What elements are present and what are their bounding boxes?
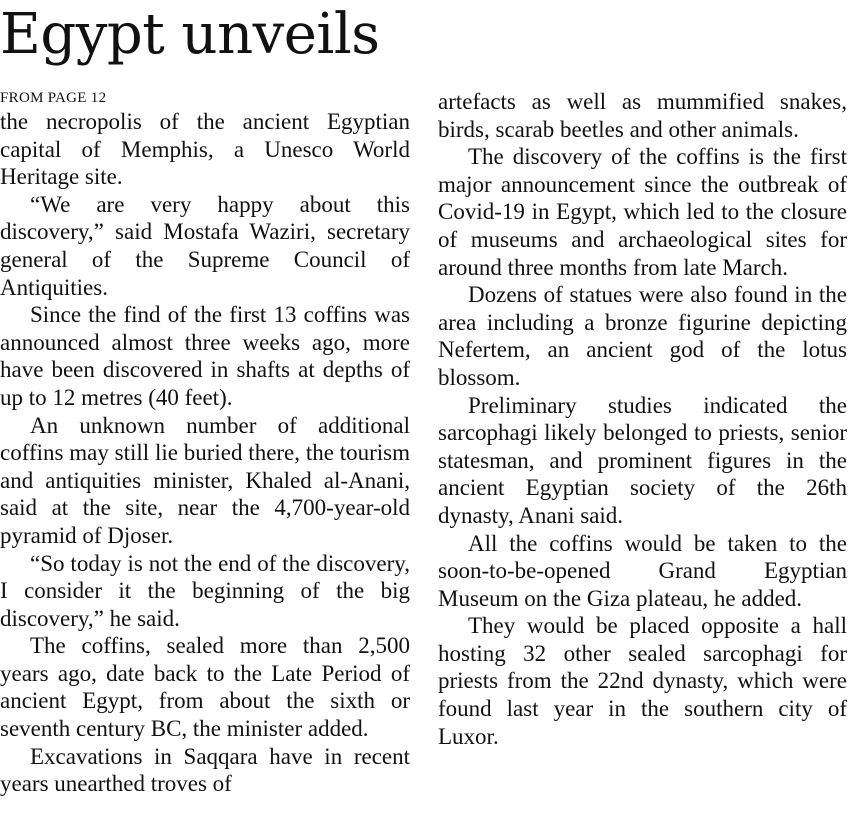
paragraph: “We are very happy about this discovery,” said Mostafa Waziri, secretary general of the Supreme Council of Antiquities. — [0, 191, 410, 300]
jump-line-from-page: FROM PAGE 12 — [0, 90, 107, 106]
paragraph: Dozens of statues were also found in the area including a bronze figurine depicting Nefertem, an ancient god of the lotus blossom. — [438, 282, 847, 390]
paragraph: “So today is not the end of the discovery, I consider it the beginning of the big discovery,” he said. — [0, 550, 410, 631]
paragraph: the necropolis of the ancient Egyptian capital of Memphis, a Unesco World Heritage site. — [0, 109, 410, 190]
headline: Egypt unveils — [0, 2, 380, 67]
article-column-left — [0, 88, 410, 798]
paragraph: Since the find of the first 13 coffins was announced almost three weeks ago, more have been discovered in shafts at depths of up to 12 metres (40 feet). — [0, 302, 410, 410]
paragraph: Preliminary studies indicated the sarcophagi likely belonged to priests, senior statesman, and prominent figures in the ancient Egyptian society of the 26th dynasty, Anani said. — [438, 392, 847, 528]
paragraph: All the coffins would be taken to the soon-to-be-opened Grand Egyptian Museum on the Giza plateau, he added. — [438, 530, 847, 611]
article-column-right — [438, 88, 847, 750]
paragraph: The discovery of the coffins is the first major announcement since the outbreak of Covid-19 in Egypt, which led to the closure of museums and archaeological sites for around three months from late March. — [438, 144, 847, 280]
paragraph: Excavations in Saqqara have in recent years unearthed troves of — [0, 743, 410, 797]
paragraph: artefacts as well as mummified snakes, birds, scarab beetles and other animals. — [438, 89, 847, 142]
paragraph: The coffins, sealed more than 2,500 years ago, date back to the Late Period of ancient Egypt, from about the sixth or seventh century BC, the minister added. — [0, 633, 410, 742]
paragraph: An unknown number of additional coffins may still lie buried there, the tourism and antiquities minister, Khaled al-Anani, said at the site, near the 4,700-year-old pyramid of Djoser. — [0, 412, 410, 548]
paragraph: They would be placed opposite a hall hosting 32 other sealed sarcophagi for priests from the 22nd dynasty, which were found last year in the southern city of Luxor. — [438, 613, 847, 749]
